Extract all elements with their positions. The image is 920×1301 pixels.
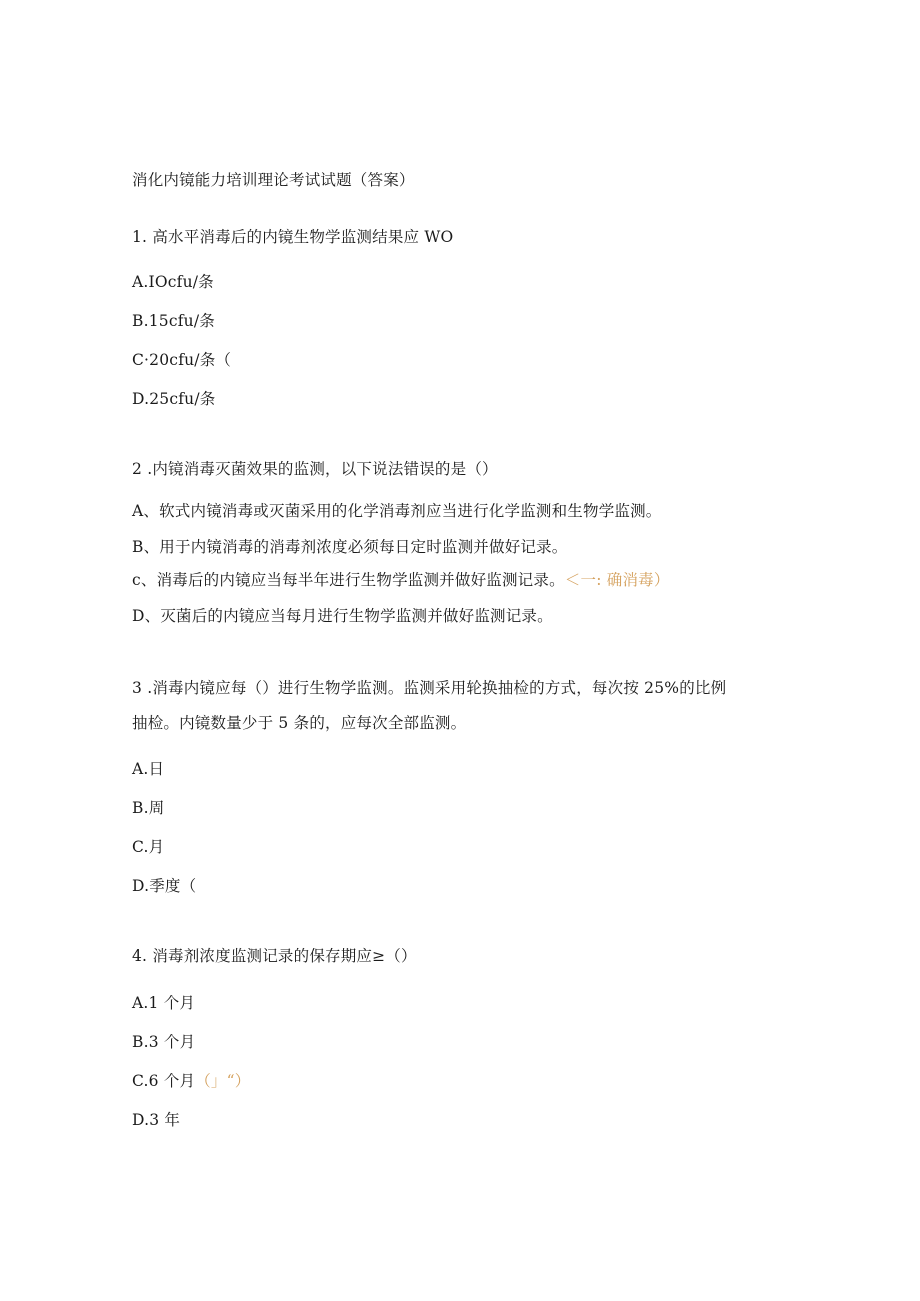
- question-1-option-a: A.IOcfu/条: [132, 273, 214, 291]
- question-2-option-b: B、用于内镜消毒的消毒剂浓度必须每日定时监测并做好记录。: [132, 538, 568, 556]
- question-3-option-b: B.周: [132, 799, 165, 817]
- question-2-option-c: c、消毒后的内镜应当每半年进行生物学监测并做好监测记录。: [132, 571, 565, 589]
- question-2-option-d: D、灭菌后的内镜应当每月进行生物学监测并做好监测记录。: [132, 607, 553, 625]
- question-3-stem-line2: 抽检。内镜数量少于 5 条的，应每次全部监测。: [132, 714, 467, 732]
- question-1-option-d: D.25cfu/条: [132, 390, 216, 408]
- question-2-option-a: A、软式内镜消毒或灭菌采用的化学消毒剂应当进行化学监测和生物学监测。: [132, 502, 662, 520]
- question-4-option-b: B.3 个月: [132, 1033, 196, 1051]
- question-4-answer-note: （」“）: [195, 1072, 251, 1090]
- question-1-option-c: C·20cfu/条（: [132, 351, 232, 369]
- question-4-option-d: D.3 年: [132, 1111, 181, 1129]
- question-4-option-c: C.6 个月: [132, 1072, 196, 1090]
- question-2-answer-note: ＜一: 确消毒）: [564, 571, 670, 589]
- question-4-stem: 4. 消毒剂浓度监测记录的保存期应≥（）: [132, 947, 417, 965]
- question-2-stem: 2 .内镜消毒灭菌效果的监测，以下说法错误的是（）: [132, 460, 498, 478]
- question-1-option-b: B.15cfu/条: [132, 312, 215, 330]
- question-3-option-a: A.日: [132, 760, 165, 778]
- question-3-stem-line1: 3 .消毒内镜应每（）进行生物学监测。监测采用轮换抽检的方式，每次按 25%的比例: [132, 679, 727, 697]
- question-3-option-c: C.月: [132, 838, 165, 856]
- document-title: 消化内镜能力培训理论考试试题（答案）: [132, 171, 415, 189]
- question-2-option-c-row: [132, 570, 670, 590]
- question-4-option-a: A.1 个月: [132, 994, 196, 1012]
- question-1-stem: 1. 高水平消毒后的内镜生物学监测结果应 WO: [132, 228, 454, 246]
- question-4-option-c-row: [132, 1071, 250, 1091]
- question-3-option-d: D.季度（: [132, 877, 197, 895]
